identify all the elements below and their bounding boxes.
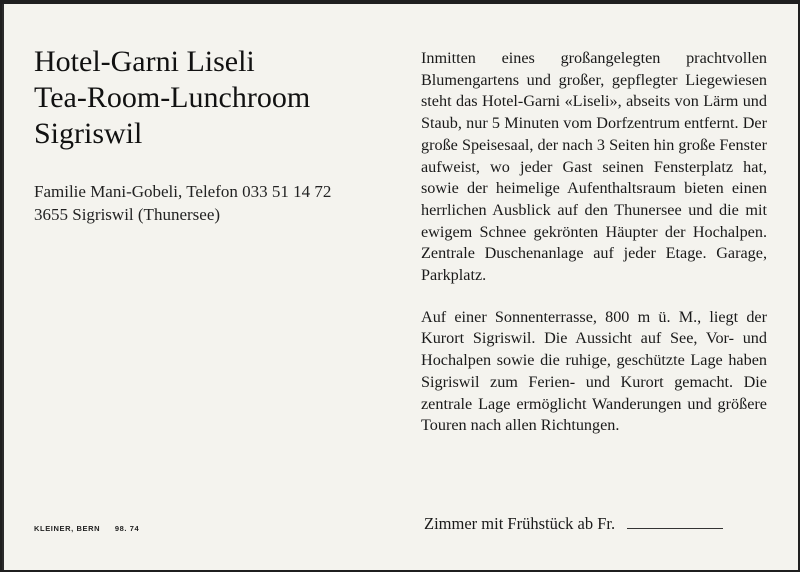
printer-name: KLEINER, BERN xyxy=(34,524,101,533)
hotel-name: Hotel-Garni Liseli xyxy=(34,45,255,78)
printer-code: 98. 74 xyxy=(114,524,140,533)
contact-phone-line: Familie Mani-Gobeli, Telefon 033 51 14 72 xyxy=(34,182,332,201)
hotel-title xyxy=(34,44,310,152)
hotel-subtitle: Tea-Room-Lunchroom xyxy=(34,81,311,114)
price-row xyxy=(424,514,723,534)
price-blank-line xyxy=(627,527,723,529)
postcard-back xyxy=(2,4,798,570)
contact-block xyxy=(34,180,331,226)
description-paragraph-1: Inmitten eines großangelegten prachtvollen Blumengartens und großer, gepflegter Liegewiesen steht das Hotel-Garni «Liseli», abseits von Lärm und Staub, nur 5 Minuten vom Dorfzentrum entfernt. Der große Speisesaal, der nach 3 Seiten hin große Fenster aufweist, wo jeder Gast seinen Fensterplatz hat, sowie der heimelige Aufenthaltsraum bieten einen herrlichen Ausblick auf den Thunersee und die mit ewigem Schnee gekrönten Häupter der Hochalpen. Zentrale Duschenanlage auf jeder Etage. Garage, Parkplatz. xyxy=(421,49,767,285)
description-block xyxy=(421,48,767,437)
printer-imprint xyxy=(34,524,139,533)
hotel-location: Sigriswil xyxy=(34,117,143,150)
description-paragraph-2: Auf einer Sonnenterrasse, 800 m ü. M., liegt der Kurort Sigriswil. Die Aussicht auf See, Vor- und Hochalpen sowie die ruhige, geschützte Lage haben Sigriswil zum Ferien- und Kurort gemacht. Die zentrale Lage ermöglicht Wanderungen und größere Touren nach allen Richtungen. xyxy=(421,307,767,435)
price-label: Zimmer mit Frühstück ab Fr. xyxy=(424,514,616,533)
contact-address-line: 3655 Sigriswil (Thunersee) xyxy=(34,205,221,224)
